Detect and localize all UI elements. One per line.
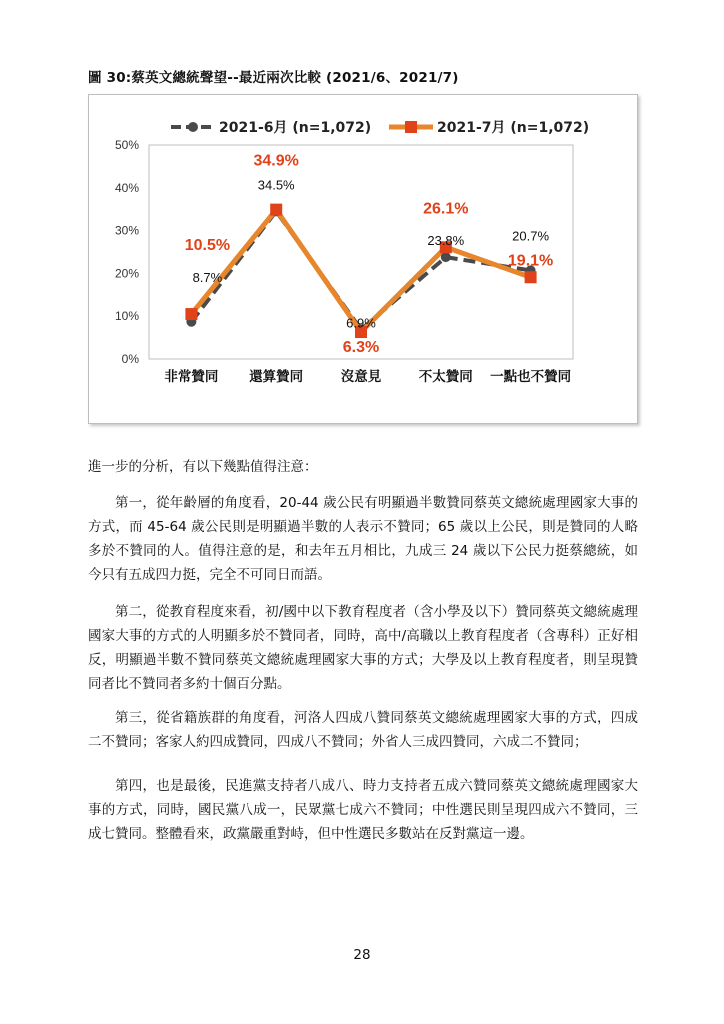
intro-paragraph: 進一步的分析，有以下幾點值得注意： (88, 459, 318, 475)
x-tick-label: 非常贊同 (164, 369, 219, 385)
data-point-square (525, 271, 537, 283)
data-label-2021-7: 34.9% (253, 152, 299, 170)
data-label-2021-6: 20.7% (512, 228, 550, 244)
legend-label-2: 2021-7月 (n=1,072) (437, 120, 590, 136)
data-label-2021-7: 10.5% (184, 237, 231, 255)
data-label-2021-6: 8.7% (192, 269, 223, 285)
paragraph-4: 第四，也是最後，民進黨支持者八成八、時力支持者五成六贊同蔡英文總統處理國家大事的方式，同時，國民黨八成一，民眾黨七成六不贊同；中性選民則呈現四成六不贊同，三成七贊同。整體看來，政黨嚴重對峙，但中性選民多數站在反對黨這一邊。 (88, 778, 638, 842)
series-line-1 (191, 211, 530, 329)
page-number: 28 (353, 947, 371, 963)
y-tick-label: 20% (114, 266, 139, 281)
x-tick-label: 還算贊同 (249, 369, 304, 385)
data-label-2021-6: 34.5% (257, 177, 295, 193)
chart-canvas (89, 95, 637, 423)
line-chart (88, 94, 638, 424)
y-tick-label: 10% (114, 309, 139, 324)
data-label-2021-7: 26.1% (423, 200, 469, 218)
y-tick-label: 50% (114, 138, 139, 152)
paragraph-1: 第一，從年齡層的角度看，20-44 歲公民有明顯過半數贊同蔡英文總統處理國家大事的方式，而 45-64 歲公民則是明顯過半數的人表示不贊同；65 歲以上公民，則是贊同的人略多於不贊同的人。值得注意的是，和去年五月相比，九成三 24 歲以下公民力挺蔡總統，如今只有五成四力挺，完全不可同日而語。 (88, 495, 638, 583)
y-tick-label: 0% (121, 352, 139, 366)
legend-marker-circle (188, 122, 198, 132)
y-tick-label: 40% (114, 180, 139, 195)
legend-marker-square (405, 121, 417, 133)
x-tick-label: 一點也不贊同 (490, 369, 572, 385)
paragraph-3: 第三，從省籍族群的角度看，河洛人四成八贊同蔡英文總統處理國家大事的方式，四成二不贊同；客家人約四成贊同，四成八不贊同；外省人三成四贊同，六成二不贊同； (88, 710, 638, 750)
data-label-2021-6: 23.8% (427, 233, 465, 249)
x-tick-label: 不太贊同 (418, 369, 473, 385)
data-label-2021-7: 19.1% (507, 252, 554, 270)
data-label-2021-7: 6.3% (342, 339, 380, 357)
data-point-square (185, 308, 197, 320)
data-point-circle (441, 252, 451, 262)
y-tick-label: 30% (114, 223, 139, 238)
paragraph-2: 第二，從教育程度來看，初/國中以下教育程度者（含小學及以下）贊同蔡英文總統處理國家大事的方式的人明顯多於不贊同者，同時，高中/高職以上教育程度者（含專科）正好相反，明顯過半數不贊同蔡英文總統處理國家大事的方式；大學及以上教育程度者，則呈現贊同者比不贊同者多約十個百分點。 (88, 604, 638, 692)
figure-title: 圖 30:蔡英文總統聲望--最近兩次比較 (2021/6、2021/7) (88, 70, 459, 86)
legend-label-1: 2021-6月 (n=1,072) (219, 120, 372, 136)
data-label-2021-6: 6.9% (346, 315, 376, 331)
data-point-square (270, 204, 282, 216)
x-tick-label: 沒意見 (340, 369, 382, 385)
series-line-2 (191, 210, 530, 332)
